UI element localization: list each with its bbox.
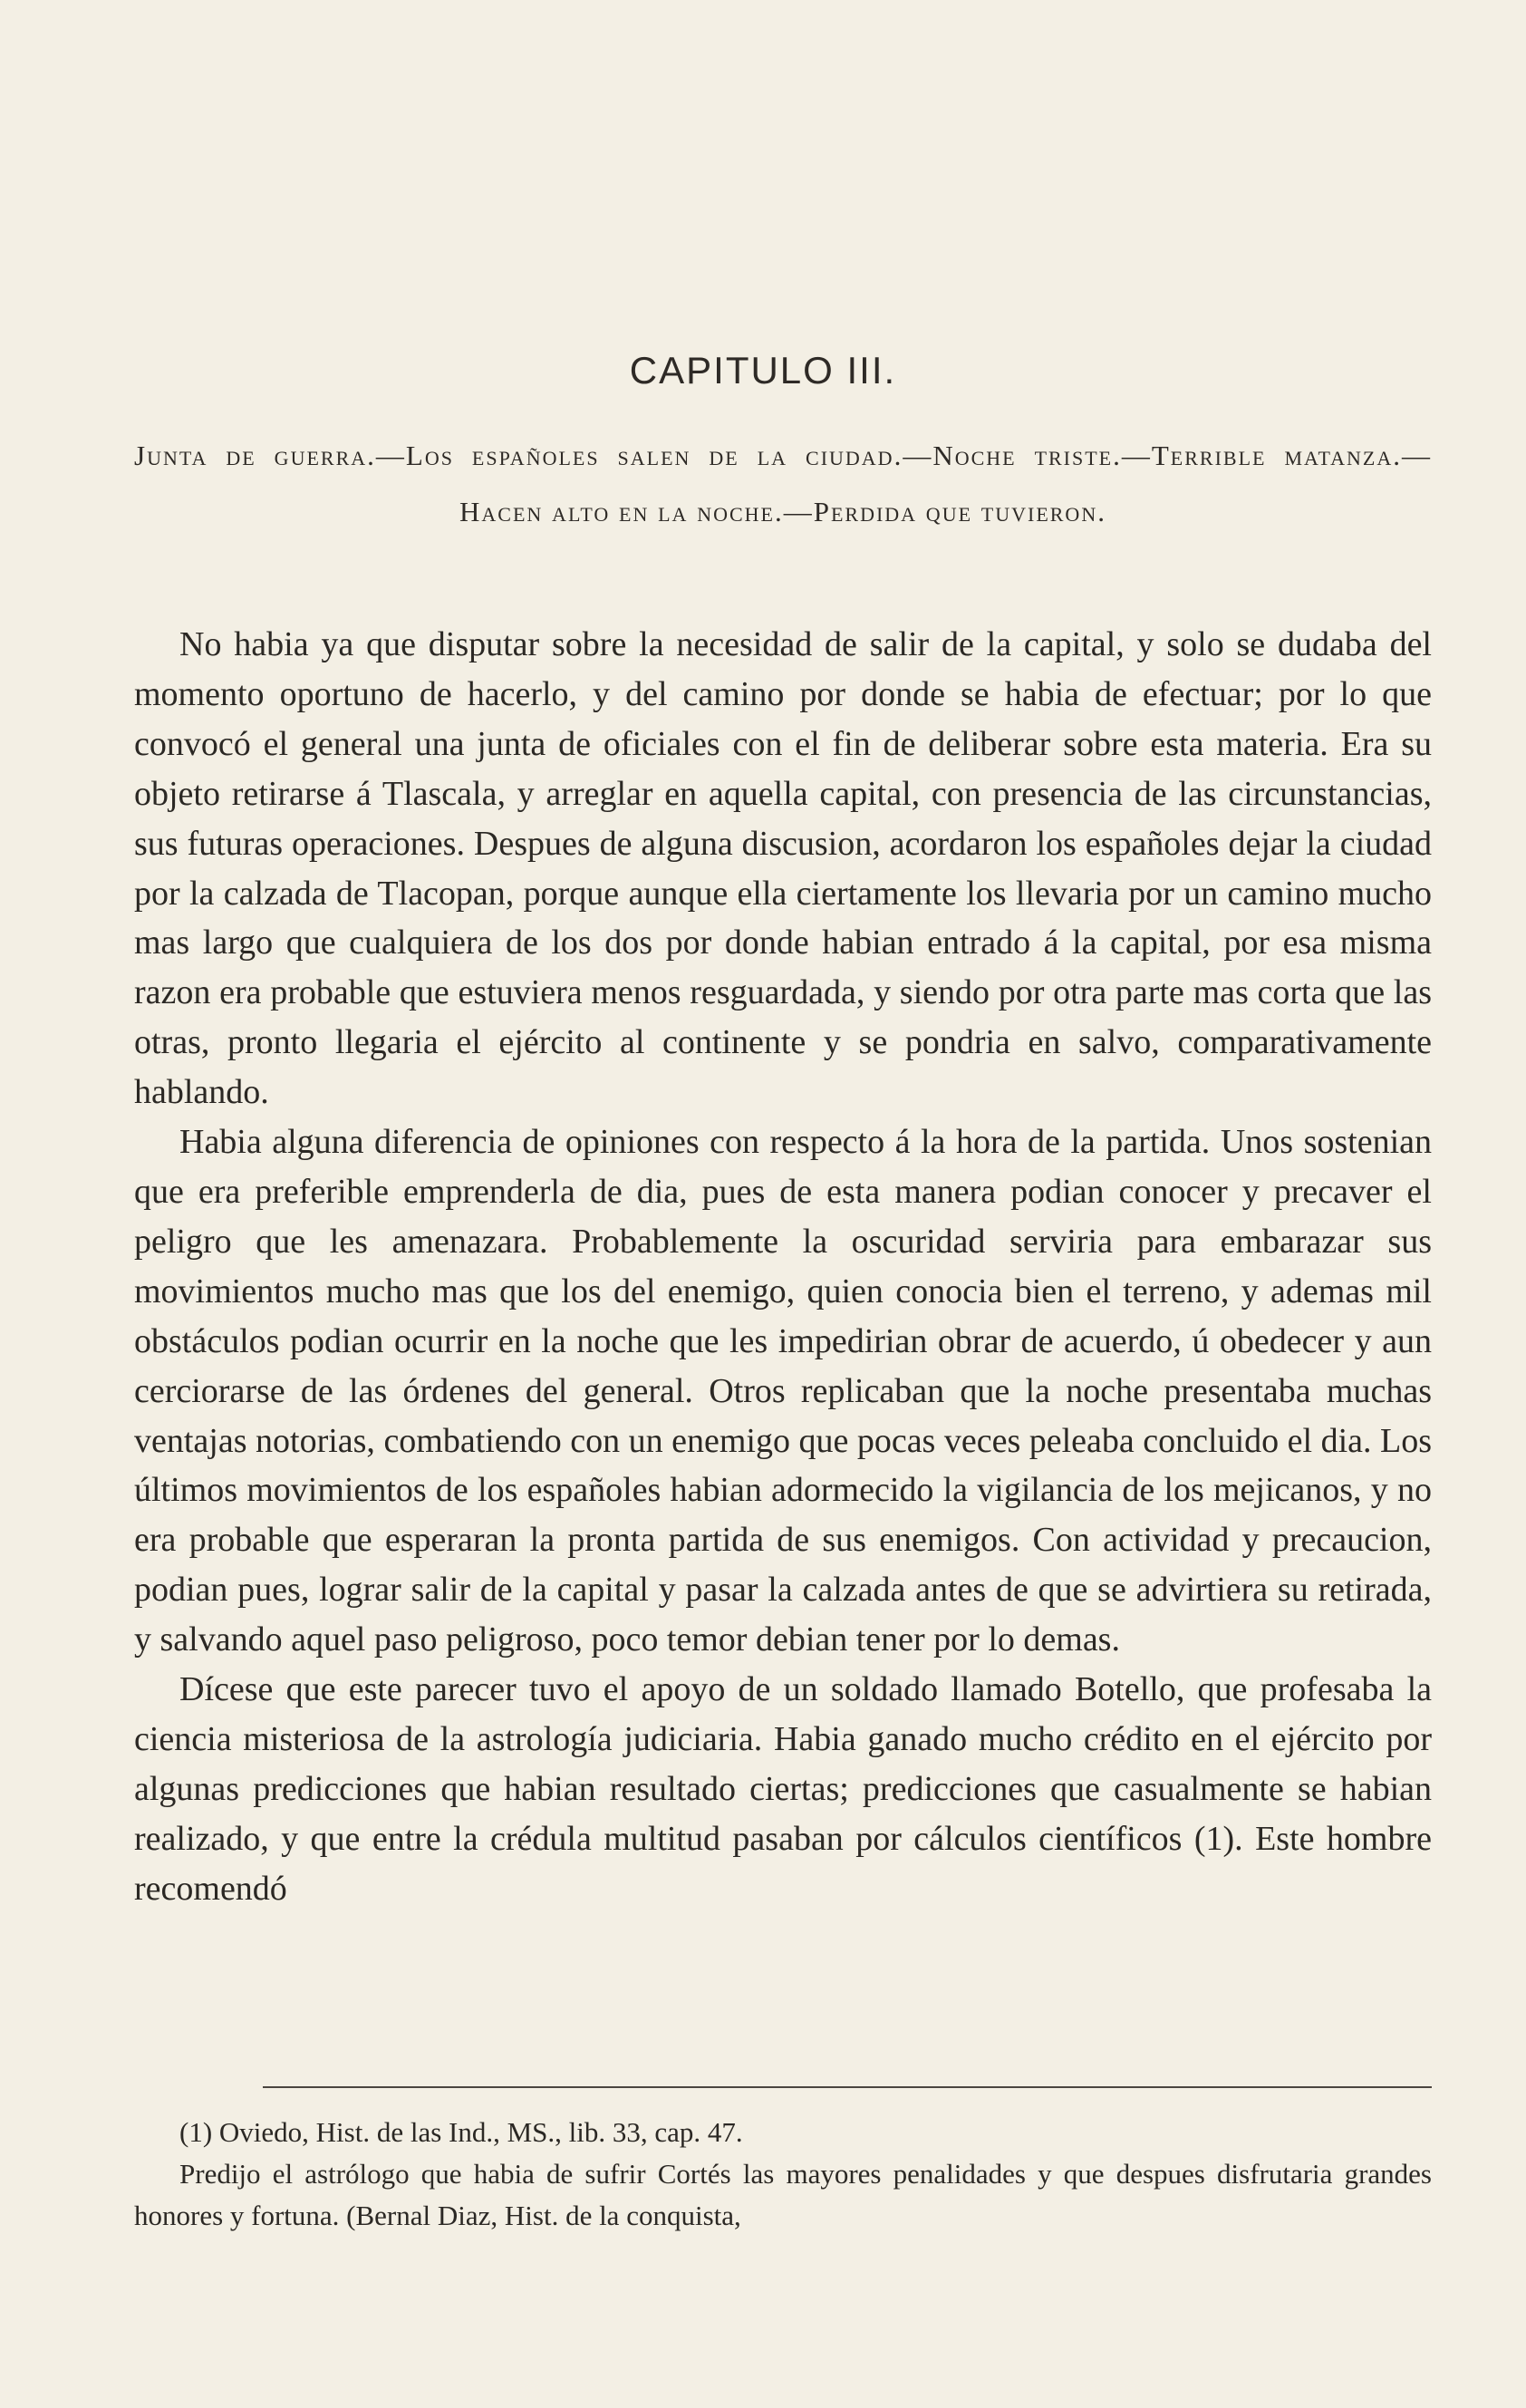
footnotes: [134, 2112, 1432, 2237]
chapter-title: CAPITULO III.: [629, 349, 897, 392]
paragraph-2: Habia alguna diferencia de opiniones con respecto á la hora de la partida. Unos sostenian que era preferible emprenderla de dia, pues de esta manera podian conocer y precaver el peligro que les amenazara. Probablemente la oscuridad serviria para embarazar sus movimientos mucho mas que los del enemigo, quien conocia bien el terreno, y ademas mil obstáculos podian ocurrir en la noche que les impedirian obrar de acuerdo, ú obedecer y aun cerciorarse de las órdenes del general. Otros replicaban que la noche presentaba muchas ventajas notorias, combatiendo con un enemigo que pocas veces peleaba concluido el dia. Los últimos movimientos de los españoles habian adormecido la vigilancia de los mejicanos, y no era probable que esperaran la pronta partida de sus enemigos. Con actividad y precaucion, podian pues, lograr salir de la capital y pasar la calzada antes de que se advirtiera su retirada, y salvando aquel paso peligroso, poco temor debian tener por lo demas.: [134, 1123, 1432, 1659]
paragraph-3: Dícese que este parecer tuvo el apoyo de un soldado llamado Botello, que profesaba la ciencia misteriosa de la astrología judiciaria. Habia ganado mucho crédito en el ejército por algunas predicciones que habian resultado ciertas; predicciones que casualmente se habian realizado, y que entre la crédula multitud pasaban por cálculos científicos (1). Este hombre recomendó: [134, 1670, 1432, 1908]
body-text: [134, 620, 1432, 1914]
paragraph-1: No habia ya que disputar sobre la necesidad de salir de la capital, y solo se dudaba del momento oportuno de hacerlo, y del camino por donde se habia de efectuar; por lo que convocó el general una junta de oficiales con el fin de deliberar sobre esta materia. Era su objeto retirarse á Tlascala, y arreglar en aquella capital, con presencia de las circunstancias, sus futuras operaciones. Despues de alguna discusion, acordaron los españoles dejar la ciudad por la calzada de Tlacopan, porque aunque ella ciertamente los llevaria por un camino mucho mas largo que cualquiera de los dos por donde habian entrado á la capital, por esa misma razon era probable que estuviera menos resguardada, y siendo por otra parte mas corta que las otras, pronto llegaria el ejército al continente y se pondria en salvo, comparativamente hablando.: [134, 625, 1432, 1112]
footnote-citation: (1) Oviedo, Hist. de las Ind., MS., lib. 33, cap. 47.: [179, 2116, 743, 2148]
chapter-summary: Junta de guerra.—Los españoles salen de la ciudad.—Noche triste.—Terrible matanza.—Hacen alto en la noche.—Perdida que tuvieron.: [134, 440, 1432, 527]
footnote-divider: [263, 2086, 1432, 2088]
footnote-text: Predijo el astrólogo que habia de sufrir Cortés las mayores penalidades y que despues disfrutaria grandes honores y fortuna. (Bernal Diaz, Hist. de la conquista,: [134, 2158, 1432, 2231]
